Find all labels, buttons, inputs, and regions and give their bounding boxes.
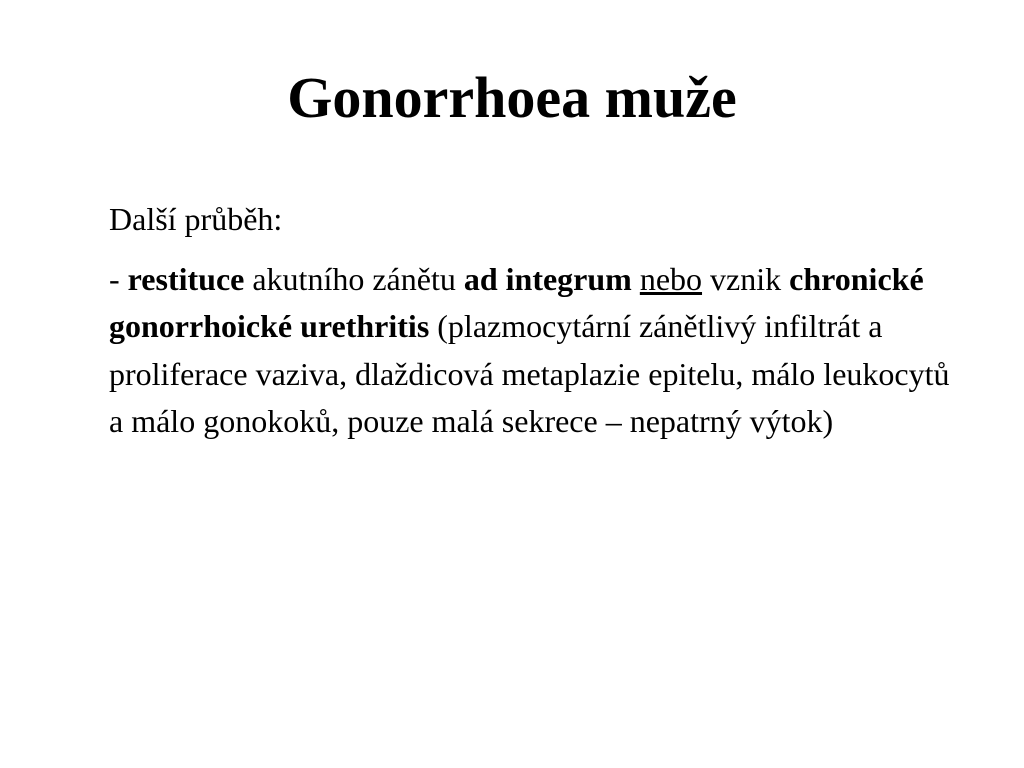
bold-term-chronic-urethritis: chronické gonorrhoické urethritis [109,260,924,344]
body-paragraph [109,256,969,446]
bold-term-ad-integrum: ad integrum [463,260,632,297]
text-segment: vznik [702,260,790,297]
text-space [632,261,640,297]
text-segment: akutního zánětu [244,260,464,297]
dash-text: - [109,260,128,297]
text-segment: (plazmocytární zánětlivý infiltrát a proliferace vaziva, dlaždicová metaplazie epitelu, málo leukocytů a málo gonokoků, pouze malá sekrece – nepatrný výtok) [109,308,950,439]
slide-body [109,196,969,446]
underlined-term-nebo: nebo [639,260,703,297]
slide-title: Gonorrhoea muže [287,65,737,130]
subheading: Další průběh: [109,201,283,237]
bold-term-restituce: restituce [127,260,245,297]
